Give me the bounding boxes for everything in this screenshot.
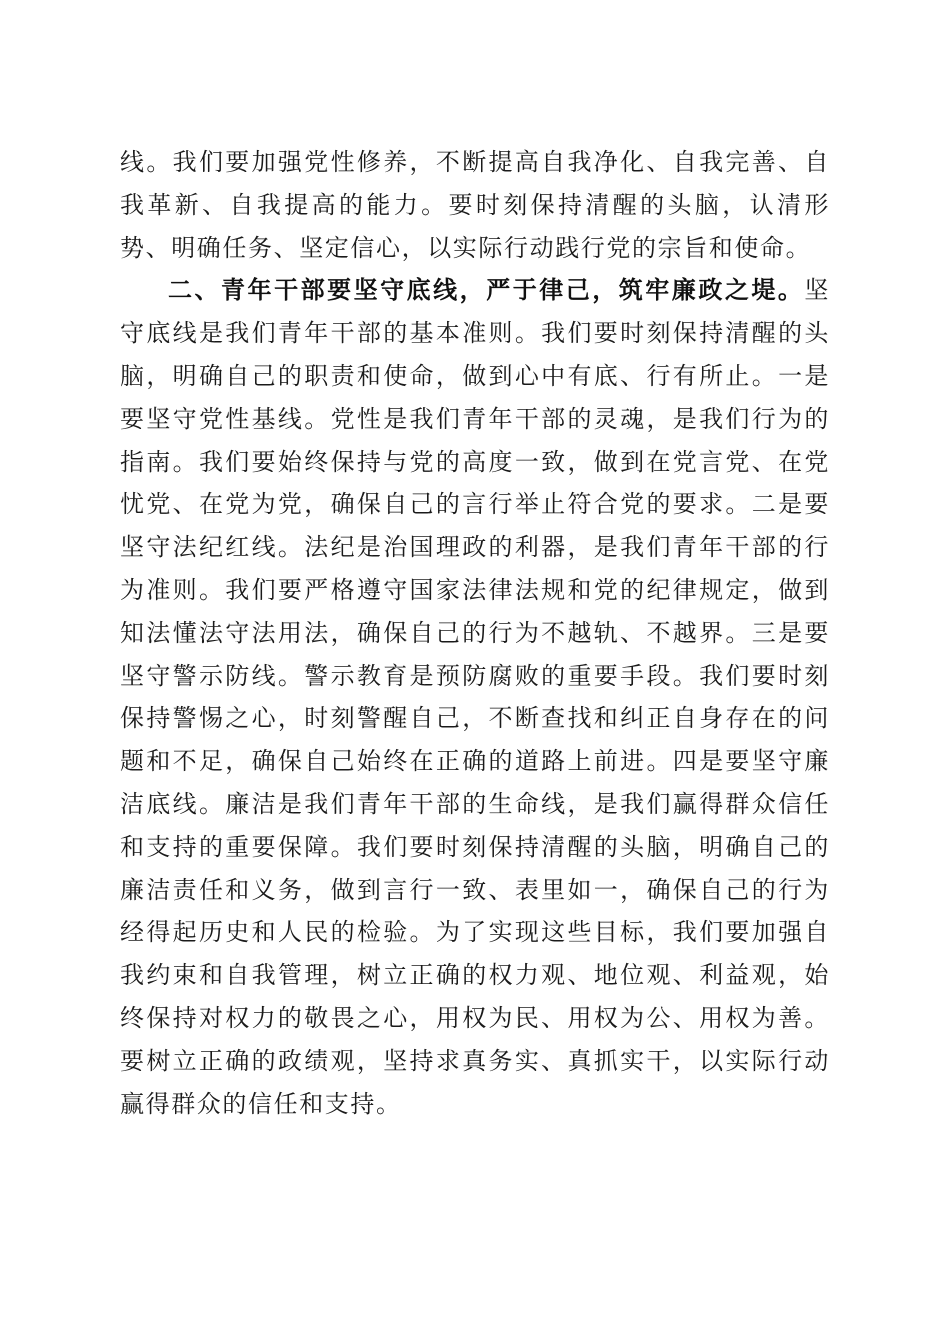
section-two-heading: 二、青年干部要坚守底线，严于律己，筑牢廉政之堤。 xyxy=(168,275,805,305)
document-body xyxy=(120,141,830,1125)
paragraph-continued: 线。我们要加强党性修养，不断提高自我净化、自我完善、自我革新、自我提高的能力。要时刻保持清醒的头脑，认清形势、明确任务、坚定信心，以实际行动践行党的宗旨和使命。 xyxy=(120,148,830,262)
section-two-body: 坚守底线是我们青年干部的基本准则。我们要时刻保持清醒的头脑，明确自己的职责和使命，做到心中有底、行有所止。一是要坚守党性基线。党性是我们青年干部的灵魂，是我们行为的指南。我们要始终保持与党的高度一致，做到在党言党、在党忧党、在党为党，确保自己的言行举止符合党的要求。二是要坚守法纪红线。法纪是治国理政的利器，是我们青年干部的行为准则。我们要严格遵守国家法律法规和党的纪律规定，做到知法懂法守法用法，确保自己的行为不越轨、不越界。三是要坚守警示防线。警示教育是预防腐败的重要手段。我们要时刻保持警惕之心，时刻警醒自己，不断查找和纠正自身存在的问题和不足，确保自己始终在正确的道路上前进。四是要坚守廉洁底线。廉洁是我们青年干部的生命线，是我们赢得群众信任和支持的重要保障。我们要时刻保持清醒的头脑，明确自己的廉洁责任和义务，做到言行一致、表里如一，确保自己的行为经得起历史和人民的检验。为了实现这些目标，我们要加强自我约束和自我管理，树立正确的权力观、地位观、利益观，始终保持对权力的敬畏之心，用权为民、用权为公、用权为善。要树立正确的政绩观，坚持求真务实、真抓实干，以实际行动赢得群众的信任和支持。 xyxy=(120,276,830,1118)
paragraph-section-two xyxy=(120,269,830,1125)
